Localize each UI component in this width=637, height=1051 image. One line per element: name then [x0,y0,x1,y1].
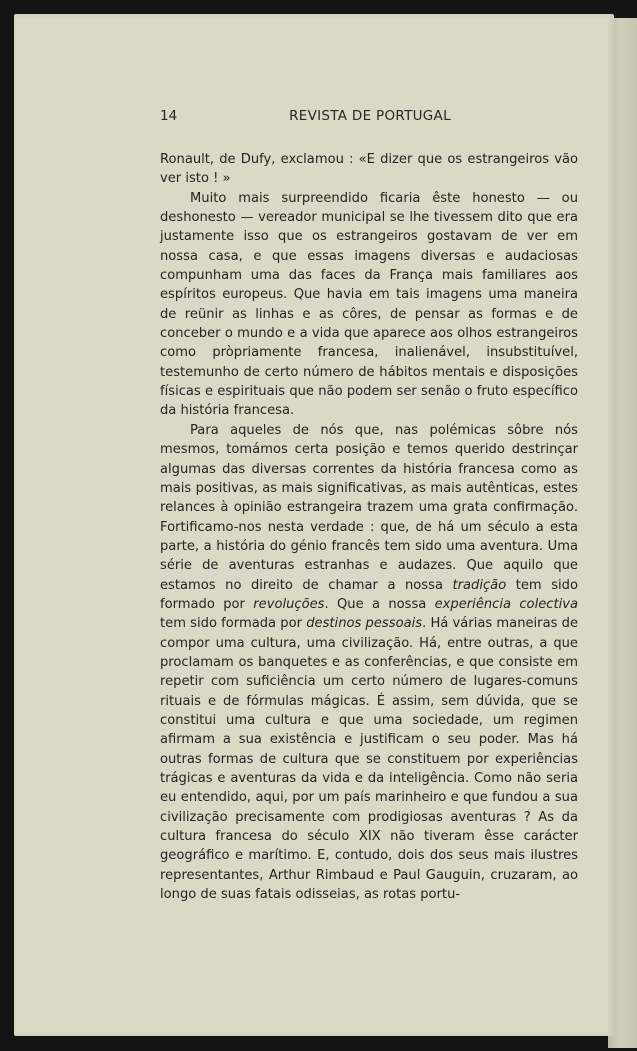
paragraph-2: Muito mais surpreendido ficaria êste honesto — ou deshonesto — vereador municipal se lhe tivessem dito que era justamente isso que os estrangeiros gostavam de ver em nossa casa, e que essas imagens diversas e audaciosas compunham uma das faces da França mais familiares aos espíritos europeus. Que havia em tais imagens uma maneira de reünir as linhas e as côres, de pensar as formas e de conceber o mundo e a vida que aparece aos olhos estrangeiros como pròpriamente francesa, inalienável, insubstituível, testemunho de certo número de hábitos mentais e disposições físicas e espirituais que não podem ser senão o fruto específico da história francesa. [160,190,578,419]
journal-title: REVISTA DE PORTUGAL [289,108,451,124]
italic-tradicao: tradição [452,577,507,593]
italic-revolucoes: revoluções [253,596,325,612]
paragraph-3-text-b: tem sido formado por [160,577,578,612]
paragraph-1: Ronault, de Dufy, exclamou : «E dizer que os estrangeiros vão ver isto ! » [160,152,578,187]
page-number: 14 [160,108,178,124]
paragraph-3-text-a: Para aqueles de nós que, nas polémicas sôbre nós mesmos, tomámos certa posição e temos querido destrinçar algumas das diversas correntes da história francesa como as mais positivas, as mais significativas, as mais autênticas, estes relances à opinião estrangeira trazem uma grata confirmação. Fortificamo-nos nesta verdade : que, de há um século a esta parte, a história do génio francês tem sido uma aventura. Uma série de aventuras estranhas e audazes. Que aquilo que estamos no direito de chamar a nossa [160,422,578,593]
paragraph-3 [160,421,578,905]
italic-experiencia-colectiva: experiência colectiva [434,596,579,612]
paragraph-3-text-c: . Que a nossa [324,596,435,612]
paragraph-3-text-d: tem sido formada por [160,616,307,632]
italic-destinos-pessoais: destinos pessoais [306,616,423,632]
paragraph-3-text-e: . Há várias maneiras de compor uma cultura, uma civilização. Há, entre outras, a que proclamam os banquetes e as conferências, e que consiste em repetir com suficiência um certo número de lugares-comuns rituais e de fórmulas mágicas. É assim, sem dúvida, que se constitui uma cultura e que uma sociedade, um regimen afirmam a sua existência e justificam o seu poder. Mas há outras formas de cultura que se constituem por experiências trágicas e aventuras da vida e da inteligência. Como não seria eu entendido, aqui, por um país marinheiro e que fundou a sua civilização precisamente com prodigiosas aventuras ? As da cultura francesa do século XIX não tiveram êsse carácter geográfico e marítimo. E, contudo, dois dos seus mais ilustres representantes, Arthur Rimbaud e Paul Gauguin, cruzaram, ao longo de suas fatais odisseias, as rotas portu- [160,616,579,903]
article-body [160,150,578,904]
